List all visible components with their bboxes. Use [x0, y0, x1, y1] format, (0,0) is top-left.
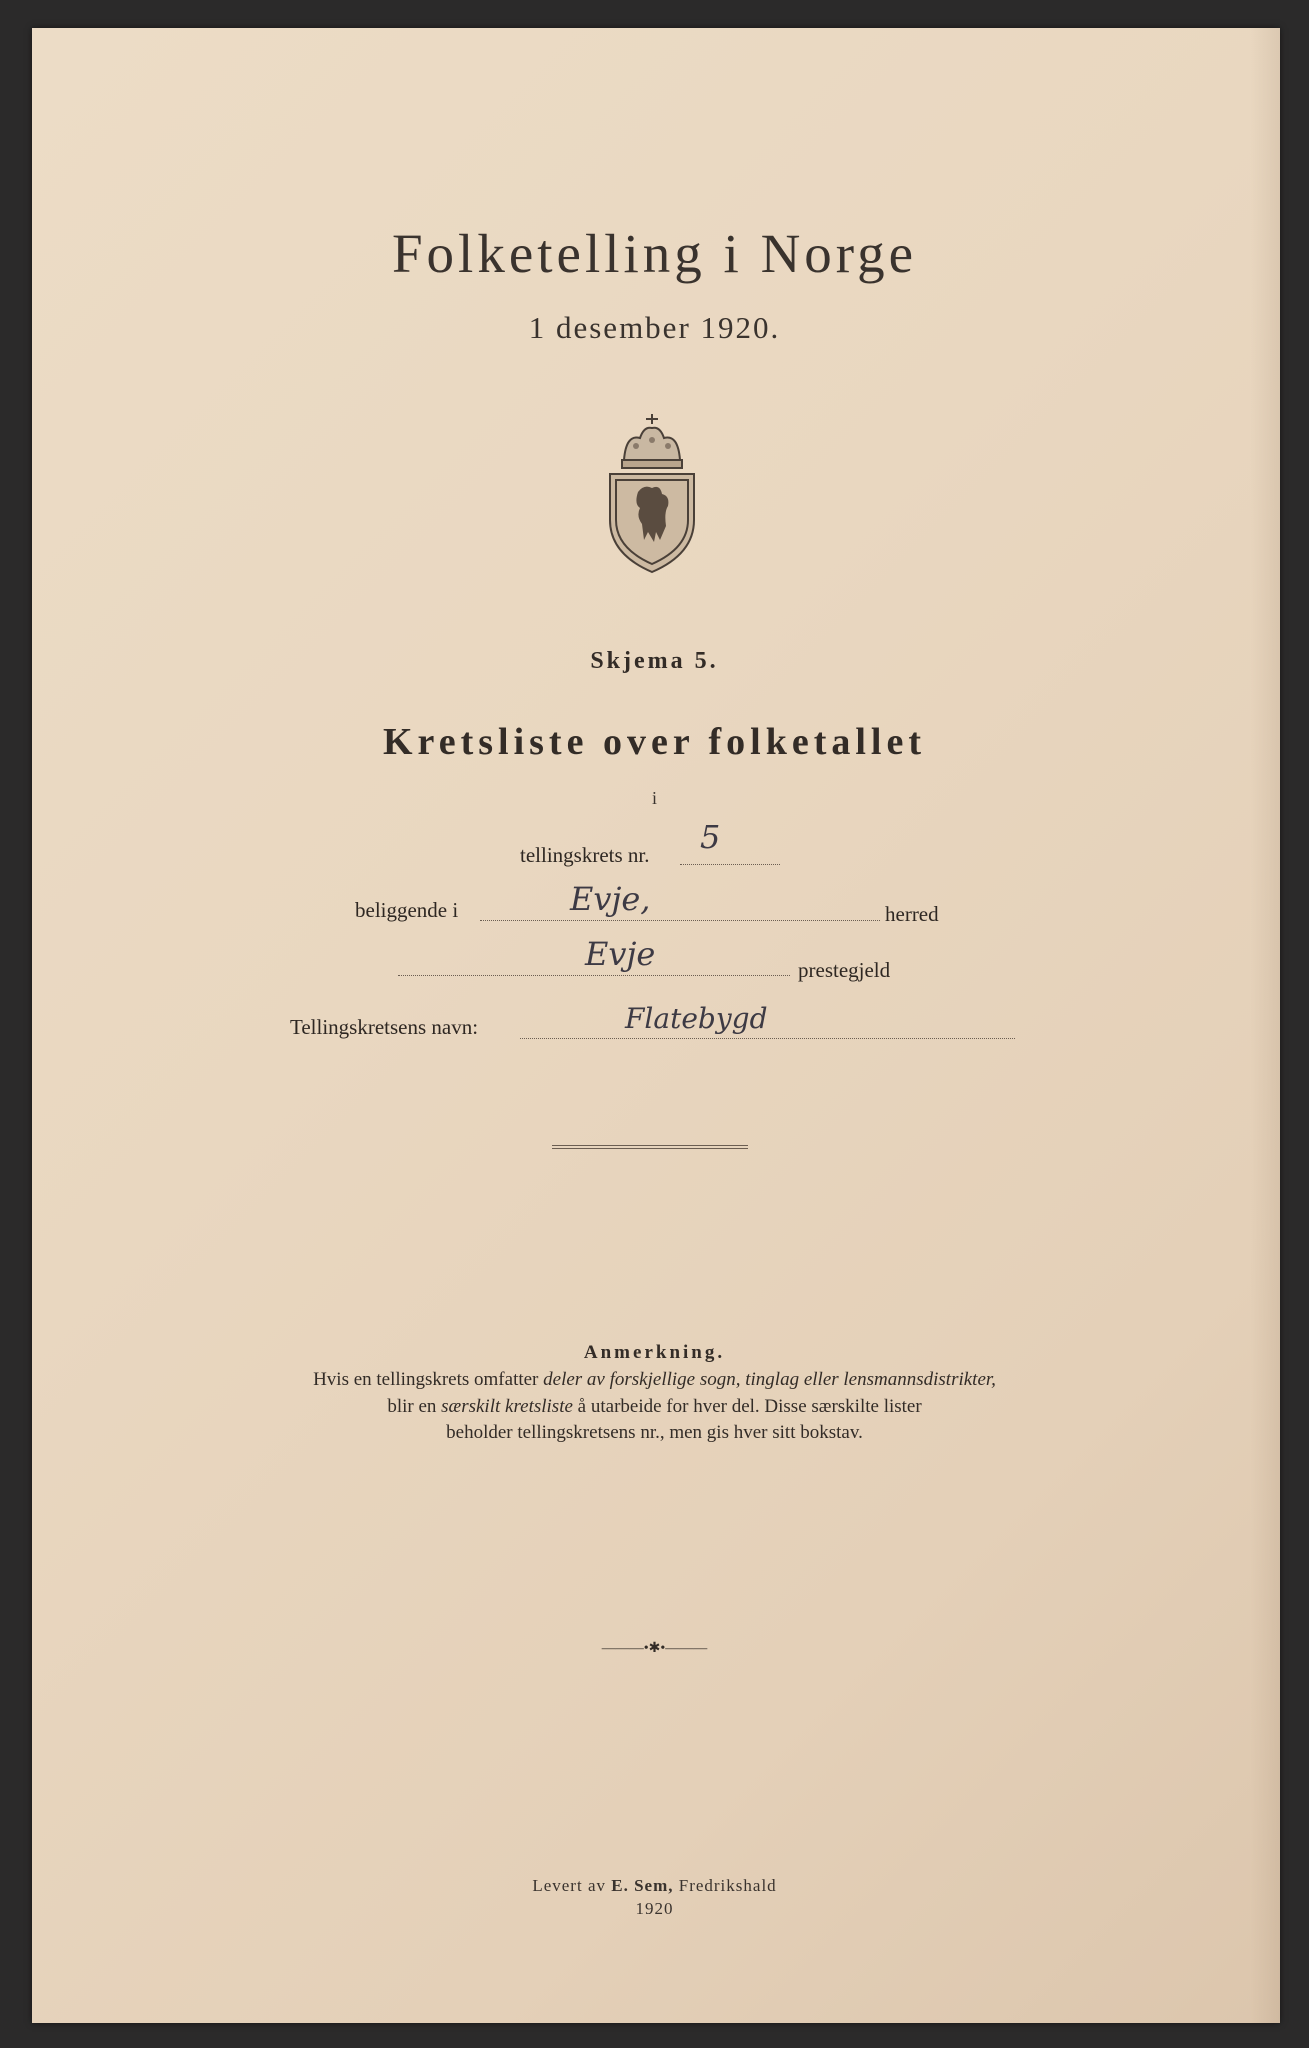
krets-number-line — [680, 864, 780, 865]
krets-number-value: 5 — [700, 818, 721, 856]
krets-name-line — [520, 1038, 1015, 1039]
krets-name-value: Flatebygd — [625, 1002, 768, 1035]
prestegjeld-line — [398, 975, 790, 976]
form-heading: Kretsliste over folketallet — [382, 721, 927, 763]
note-line-1: Hvis en tellingskrets omfatter deler av forskjellige sogn, tinglag eller lensmannsdistrikter, — [313, 1369, 996, 1390]
herred-line — [480, 920, 880, 921]
printer-line: Levert av E. Sem, Fredrikshald — [532, 1876, 777, 1895]
prestegjeld-label: prestegjeld — [798, 958, 891, 982]
divider-rule — [552, 1148, 748, 1149]
document-date: 1 desember 1920. — [528, 310, 781, 345]
herred-value: Evje, — [570, 880, 651, 918]
note-line-3: beholder tellingskretsens nr., men gis hver sitt bokstav. — [446, 1422, 863, 1443]
note-title: Anmerkning. — [583, 1342, 726, 1363]
norwegian-coat-of-arms-icon — [600, 408, 704, 578]
herred-label: herred — [885, 902, 939, 926]
beliggende-label: beliggende i — [355, 898, 459, 922]
krets-number-label: tellingskrets nr. — [520, 843, 650, 867]
ornament-divider: ———•✱•——— — [601, 1641, 708, 1656]
note-line-2: blir en særskilt kretsliste å utarbeide for hver del. Disse særskilte lister — [387, 1396, 922, 1417]
printer-year: 1920 — [635, 1899, 674, 1918]
schema-label: Skjema 5. — [590, 648, 719, 674]
prestegjeld-value: Evje — [585, 935, 656, 973]
divider-rule-top — [552, 1145, 748, 1146]
document-title: Folketelling i Norge — [391, 223, 918, 284]
krets-name-label: Tellingskretsens navn: — [290, 1015, 479, 1039]
preposition-text: i — [651, 788, 657, 808]
